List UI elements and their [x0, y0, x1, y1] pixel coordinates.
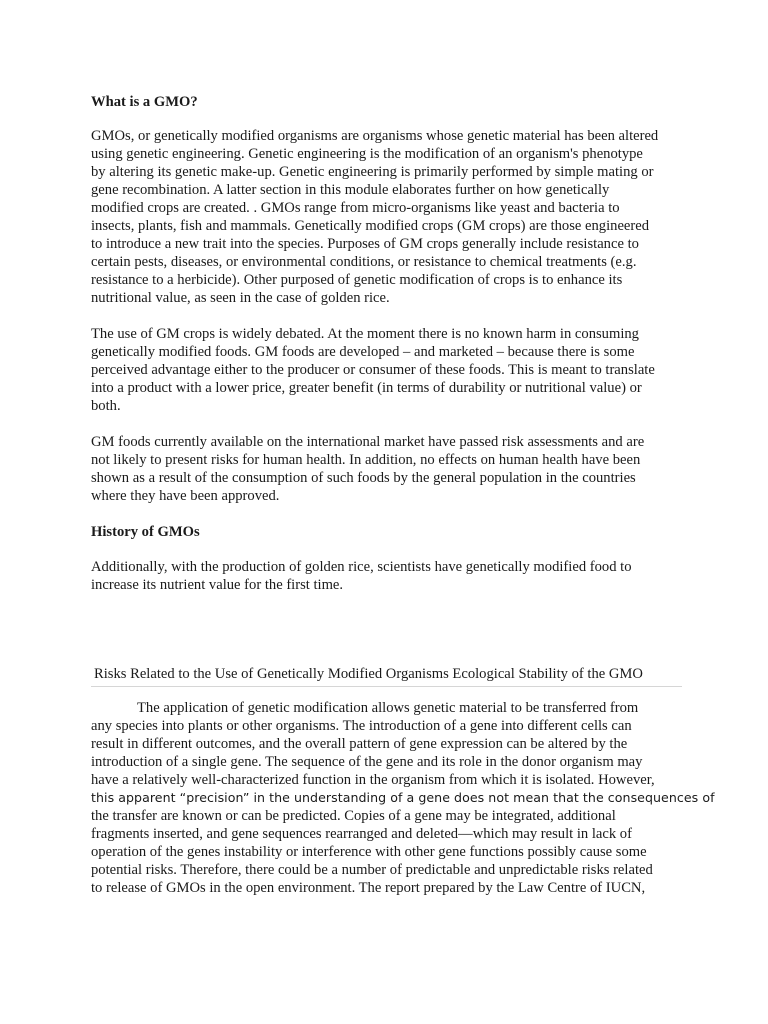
text-line: this apparent “precision” in the understanding of a gene does not mean that the consequences of [91, 790, 715, 805]
text-line: potential risks. Therefore, there could be a number of predictable and unpredictable risks related [91, 862, 653, 878]
text-line: any species into plants or other organisms. The introduction of a gene into different cells can [91, 718, 632, 734]
paragraph-gmo-definition [91, 127, 691, 307]
text-line: gene recombination. A latter section in this module elaborates further on how genetically [91, 182, 610, 198]
text-line: genetically modified foods. GM foods are developed – and marketed – because there is some [91, 344, 635, 360]
text-line: the transfer are known or can be predicted. Copies of a gene may be integrated, additional [91, 808, 616, 824]
heading-text: History of GMOs [91, 524, 200, 540]
text-line: Additionally, with the production of golden rice, scientists have genetically modified food to [91, 559, 632, 575]
text-line: resistance to a herbicide). Other purposed of genetic modification of crops is to enhance its [91, 272, 623, 288]
text-line: introduction of a single gene. The sequence of the gene and its role in the donor organism may [91, 754, 643, 770]
text-line: to introduce a new trait into the species. Purposes of GM crops generally include resistance to [91, 236, 639, 252]
text-line: shown as a result of the consumption of such foods by the general population in the countries [91, 470, 636, 486]
heading-text: What is a GMO? [91, 94, 198, 110]
text-line: both. [91, 398, 121, 414]
section-heading-risks [94, 665, 694, 683]
text-line: fragments inserted, and gene sequences rearranged and deleted—which may result in lack of [91, 826, 632, 842]
text-line: not likely to present risks for human health. In addition, no effects on human health have been [91, 452, 641, 468]
text-line: certain pests, diseases, or environmental conditions, or resistance to chemical treatments (e.g. [91, 254, 637, 270]
text-line: nutritional value, as seen in the case of golden rice. [91, 290, 390, 306]
text-line: to release of GMOs in the open environment. The report prepared by the Law Centre of IUCN, [91, 880, 646, 896]
text-line: perceived advantage either to the producer or consumer of these foods. This is meant to translate [91, 362, 655, 378]
text-line: GMOs, or genetically modified organisms are organisms whose genetic material has been altered [91, 128, 659, 144]
paragraph-risk-assessments [91, 433, 691, 505]
text-line: by altering its genetic make-up. Genetic engineering is primarily performed by simple mating or [91, 164, 654, 180]
paragraph-golden-rice [91, 558, 691, 594]
text-line: insects, plants, fish and mammals. Genetically modified crops (GM crops) are those engineered [91, 218, 650, 234]
section-heading-what-is-gmo [91, 93, 691, 111]
text-line: have a relatively well-characterized function in the organism from which it is isolated. However, [91, 772, 655, 788]
text-line: where they have been approved. [91, 488, 280, 504]
text-line: GM foods currently available on the international market have passed risk assessments and are [91, 434, 645, 450]
text-line: using genetic engineering. Genetic engineering is the modification of an organism's phenotype [91, 146, 643, 162]
text-line: The use of GM crops is widely debated. At the moment there is no known harm in consuming [91, 326, 639, 342]
paragraph-gm-debate [91, 325, 691, 415]
paragraph-ecological-risks [91, 699, 715, 897]
text-line: operation of the genes instability or interference with other gene functions possibly cause some [91, 844, 647, 860]
heading-underline-divider [91, 686, 682, 687]
section-heading-history [91, 523, 691, 541]
text-line: into a product with a lower price, greater benefit (in terms of durability or nutritional value) or [91, 380, 642, 396]
text-line: result in different outcomes, and the overall pattern of gene expression can be altered by the [91, 736, 628, 752]
heading-text: Risks Related to the Use of Genetically Modified Organisms Ecological Stability of the GMO [94, 666, 643, 682]
text-line: increase its nutrient value for the first time. [91, 577, 344, 593]
text-line: The application of genetic modification allows genetic material to be transferred from [137, 700, 639, 716]
text-line: modified crops are created. . GMOs range from micro-organisms like yeast and bacteria to [91, 200, 620, 216]
